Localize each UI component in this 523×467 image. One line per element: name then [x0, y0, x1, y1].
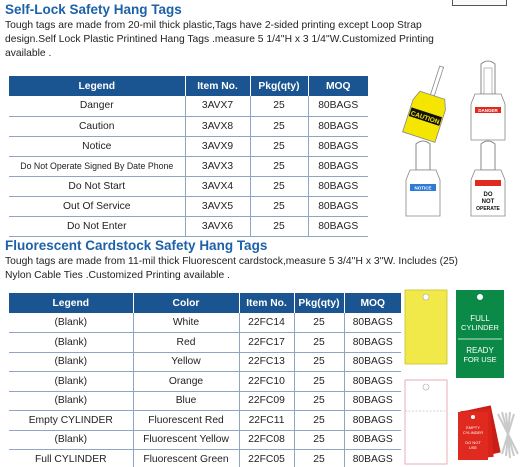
table-row	[9, 352, 401, 372]
table-row	[9, 176, 368, 196]
cell-moq: 80BAGS	[344, 372, 401, 392]
cell-item-no: 3AVX5	[185, 196, 250, 216]
cell-moq: 80BAGS	[344, 450, 401, 467]
cell-item-no: 22FC14	[239, 313, 294, 333]
caution-tag-label: CAUTION	[409, 110, 441, 126]
cell-item-no: 22FC11	[239, 411, 294, 431]
full-cylinder-tag-line2: CYLINDER	[461, 323, 499, 332]
svg-text:NOT: NOT	[481, 199, 495, 205]
table-row	[9, 333, 401, 353]
cell-moq: 80BAGS	[308, 156, 368, 176]
cell-pkg-qty: 25	[294, 391, 344, 411]
empty-cylinder-tag-line1: EMPTY	[466, 425, 480, 430]
cell-moq: 80BAGS	[308, 176, 368, 196]
cell-item-no: 22FC08	[239, 430, 294, 450]
cardstock-tags-image	[402, 288, 523, 466]
col-header-legend: Legend	[9, 76, 185, 96]
cell-legend: (Blank)	[9, 333, 133, 353]
cell-moq: 80BAGS	[308, 216, 368, 236]
section2-heading: Fluorescent Cardstock Safety Hang Tags	[5, 238, 268, 253]
top-edge-box	[452, 0, 507, 6]
danger-tag-image	[471, 61, 505, 140]
empty-cylinder-tags-image	[458, 405, 501, 460]
cell-color: Fluorescent Yellow	[133, 430, 239, 450]
cell-pkg-qty: 25	[250, 176, 308, 196]
cell-legend: Caution	[9, 116, 185, 136]
empty-cylinder-tag-line3: DO NOT	[465, 440, 481, 445]
table-row	[9, 156, 368, 176]
cell-legend: Empty CYLINDER	[9, 411, 133, 431]
cell-moq: 80BAGS	[308, 116, 368, 136]
cell-pkg-qty: 25	[250, 96, 308, 116]
table-row	[9, 136, 368, 156]
cell-pkg-qty: 25	[294, 313, 344, 333]
cell-color: Red	[133, 333, 239, 353]
section1-desc-line3: available .	[5, 48, 52, 59]
cell-item-no: 3AVX3	[185, 156, 250, 176]
table-row	[9, 216, 368, 236]
section2-desc-line2: Nylon Cable Ties .Customized Printing available .	[5, 270, 230, 281]
col-header-pkg-qty: Pkg(qty)	[294, 293, 344, 313]
cell-moq: 80BAGS	[344, 352, 401, 372]
cell-legend: Full CYLINDER	[9, 450, 133, 467]
cell-item-no: 3AVX9	[185, 136, 250, 156]
cell-pkg-qty: 25	[294, 333, 344, 353]
cell-color: Fluorescent Green	[133, 450, 239, 467]
cell-item-no: 3AVX8	[185, 116, 250, 136]
caution-tag-image	[403, 61, 458, 142]
danger-tag-label: DANGER	[478, 108, 498, 113]
col-header-item-no: Item No.	[185, 76, 250, 96]
empty-cylinder-tag-line4: USE	[468, 445, 478, 450]
cell-item-no: 22FC09	[239, 391, 294, 411]
self-lock-tags-image	[378, 60, 523, 220]
col-header-color: Color	[133, 293, 239, 313]
cell-color: Blue	[133, 391, 239, 411]
table-header-row	[9, 293, 401, 313]
section1-desc-line1: Tough tags are made from 20-mil thick plastic,Tags have 2-sided printing except Loop Strap	[5, 20, 422, 31]
cell-legend: (Blank)	[9, 391, 133, 411]
cell-pkg-qty: 25	[250, 116, 308, 136]
cell-item-no: 3AVX4	[185, 176, 250, 196]
cell-pkg-qty: 25	[250, 136, 308, 156]
col-header-legend: Legend	[9, 293, 133, 313]
cell-legend: (Blank)	[9, 313, 133, 333]
table-row	[9, 430, 401, 450]
self-lock-table	[9, 76, 368, 237]
cell-color: Fluorescent Red	[133, 411, 239, 431]
cell-pkg-qty: 25	[294, 430, 344, 450]
do-not-operate-tag-image	[471, 141, 505, 216]
notice-tag-image	[406, 141, 440, 216]
full-cylinder-tag-image	[456, 290, 504, 378]
cell-legend: (Blank)	[9, 430, 133, 450]
white-blank-tag-image	[405, 380, 447, 464]
cell-legend: Out Of Service	[9, 196, 185, 216]
section1-desc-line2: design.Self Lock Plastic Printined Hang Tags .measure 5 1/4''H x 3 1/4''W.Customized Printing	[5, 34, 434, 45]
full-cylinder-tag-line3: READY	[466, 346, 494, 355]
fluorescent-table	[9, 293, 401, 467]
col-header-moq: MOQ	[308, 76, 368, 96]
cell-legend: Do Not Enter	[9, 216, 185, 236]
svg-text:DO: DO	[483, 192, 493, 198]
cell-moq: 80BAGS	[344, 430, 401, 450]
cell-color: Orange	[133, 372, 239, 392]
full-cylinder-tag-line4: FOR USE	[463, 355, 497, 364]
table-row	[9, 450, 401, 467]
section2-desc-line1: Tough tags are made from 11-mil thick Fluorescent cardstock,measure 5 3/4''H x 3''W. Includes (25)	[5, 256, 458, 267]
cell-pkg-qty: 25	[250, 216, 308, 236]
cell-item-no: 22FC05	[239, 450, 294, 467]
cell-color: White	[133, 313, 239, 333]
empty-cylinder-tag-line2: CYLINDER	[462, 430, 484, 435]
cell-item-no: 22FC10	[239, 372, 294, 392]
notice-tag-label: NOTICE	[414, 185, 432, 191]
cell-pkg-qty: 25	[294, 450, 344, 467]
cell-item-no: 22FC13	[239, 352, 294, 372]
cell-legend: (Blank)	[9, 372, 133, 392]
svg-text:OPERATE: OPERATE	[476, 206, 500, 212]
cell-pkg-qty: 25	[250, 156, 308, 176]
cell-legend: Danger	[9, 96, 185, 116]
full-cylinder-tag-line1: FULL	[470, 314, 490, 323]
cell-moq: 80BAGS	[344, 333, 401, 353]
cell-legend: (Blank)	[9, 352, 133, 372]
cell-pkg-qty: 25	[294, 372, 344, 392]
cell-moq: 80BAGS	[308, 196, 368, 216]
col-header-moq: MOQ	[344, 293, 401, 313]
cell-moq: 80BAGS	[308, 96, 368, 116]
table-row	[9, 313, 401, 333]
cell-moq: 80BAGS	[308, 136, 368, 156]
cell-item-no: 3AVX6	[185, 216, 250, 236]
yellow-blank-tag-image	[405, 290, 447, 364]
table-header-row	[9, 76, 368, 96]
cell-moq: 80BAGS	[344, 391, 401, 411]
table-row	[9, 196, 368, 216]
cable-ties-image	[498, 412, 518, 458]
table-row	[9, 391, 401, 411]
cell-item-no: 3AVX7	[185, 96, 250, 116]
cell-legend: Do Not Start	[9, 176, 185, 196]
cell-pkg-qty: 25	[250, 196, 308, 216]
cell-moq: 80BAGS	[344, 411, 401, 431]
table-row	[9, 96, 368, 116]
cell-item-no: 22FC17	[239, 333, 294, 353]
cell-color: Yellow	[133, 352, 239, 372]
cell-legend: Notice	[9, 136, 185, 156]
table-row	[9, 116, 368, 136]
table-row	[9, 411, 401, 431]
col-header-pkg-qty: Pkg(qty)	[250, 76, 308, 96]
cell-moq: 80BAGS	[344, 313, 401, 333]
col-header-item-no: Item No.	[239, 293, 294, 313]
table-row	[9, 372, 401, 392]
section1-heading: Self-Lock Safety Hang Tags	[5, 2, 182, 17]
cell-pkg-qty: 25	[294, 411, 344, 431]
cell-legend: Do Not Operate Signed By Date Phone	[9, 156, 185, 176]
cell-pkg-qty: 25	[294, 352, 344, 372]
